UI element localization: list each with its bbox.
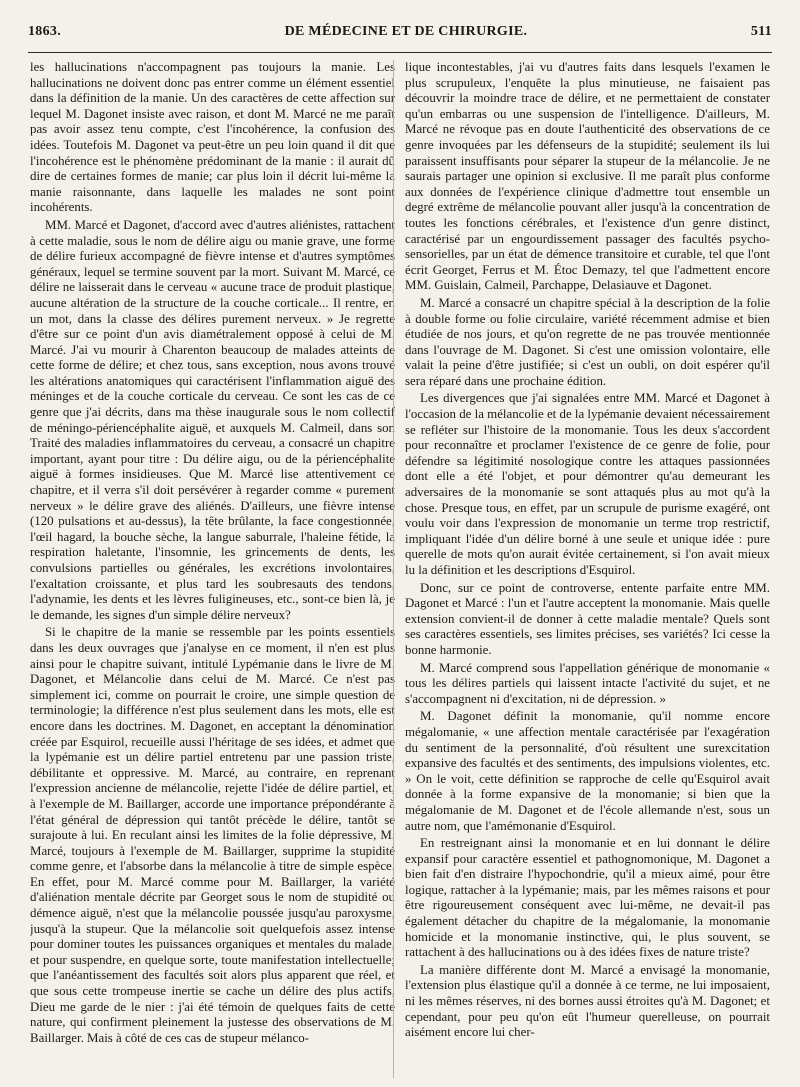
paragraph: lique incontestables, j'ai vu d'autres faits dans lesquels l'examen le plus scrupuleux, l'enquête la plus minutieuse, ne faisaient pas découvrir la moindre trace de délire, et ne permettaient de constater qu'un embarras ou une suspension de l'intelligence. D'ailleurs, M. Marcé ne révoque pas en doute l'authenticité des observations de ce genre invoquées par les défenseurs de la stupidité; seulement ils lui paraissent insuffisants pour séparer la stupeur de la mélancolie. Je ne saurais partager une opinion si exclusive. Il me paraît plus conforme aux données de l'expérience clinique d'admettre tout ensemble un degré extrême de mélancolie pouvant aller jusqu'à la concentration de toutes les fonctions cérébrales, et l'existence d'un genre distinct, caractérisé par un engourdissement passager des facultés psycho-sensorielles, par un état de démence transitoire et curable, tel que l'ont écrit Georget, Ferrus et M. Étoc Demazy, tel que l'admettent encore MM. Guislain, Calmeil, Parchappe, Delasiauve et Dagonet.: [405, 60, 770, 293]
paragraph: M. Dagonet définit la monomanie, qu'il nomme encore mégalomanie, « une affection mentale caractérisée par l'exagération du sentiment de la personnalité, d'où résultent une surexcitation expansive des facultés et des sentiments, des impulsions violentes, etc. » On le voit, cette définition se rapproche de celle qu'Esquirol avait donnée à la forme expansive de la monomanie; si bien que la mégalomanie de M. Dagonet et de l'école allemande n'est, sous un autre nom, que l'amémonanie d'Esquirol.: [405, 709, 770, 833]
running-header: [28, 24, 772, 46]
paragraph: Les divergences que j'ai signalées entre MM. Marcé et Dagonet à l'occasion de la mélancolie et de la lypémanie devaient nécessairement se refléter sur l'histoire de la monomanie. Tous les deux s'accordent pour reconnaître et proclamer l'existence de ce genre de folie, pour défendre sa légitimité nosologique contre les attaques passionnées dont elle a été l'objet, et pour démontrer qu'au demeurant les adversaires de la monomanie se sont attaqués plus au mot qu'à la chose. Presque tous, en effet, par un scrupule de purisme exagéré, ont voulu voir dans l'expression de monomanie un terme trop restrictif, impliquant l'idée d'un délire borné à une seule et unique idée : pure querelle de mots qu'on aurait évitée certainement, si l'on avait mieux lu la définition et les descriptions d'Esquirol.: [405, 391, 770, 577]
header-title: DE MÉDECINE ET DE CHIRURGIE.: [284, 24, 528, 39]
paragraph: M. Marcé comprend sous l'appellation générique de monomanie « tous les délires partiels qui laissent intacte l'activité du sujet, et ne s'accompagnent ni d'excitation, ni de dépression. »: [405, 660, 770, 706]
paragraph: les hallucinations n'accompagnent pas toujours la manie. Les hallucinations ne doivent donc pas entrer comme un élément essentiel dans la définition de la manie. Un des caractères de cette affection sur lequel M. Dagonet insiste avec raison, et dont M. Marcé ne me paraît pas avoir assez tenu compte, c'est l'incohérence, la confusion des idées. Toutefois M. Dagonet va peut-être un peu loin quand il dit que l'incohérence est le phénomène prédominant de la manie : il aurait dû dire de certaines formes de manie; car plus loin il décrit lui-même la manie raisonnante, dans laquelle les malades ne sont point incohérents.: [30, 60, 395, 215]
left-column: [30, 60, 395, 1078]
right-column: [405, 60, 770, 1078]
page-number: 511: [750, 24, 772, 39]
paragraph: M. Marcé a consacré un chapitre spécial à la description de la folie à double forme ou folie circulaire, variété récemment admise et bien étudiée de nos jours, et qu'on regrette de ne pas trouvée mentionnée dans l'ouvrage de M. Dagonet. Si c'est une omission volontaire, elle valait la peine d'être justifiée; si c'est un oubli, on doit espérer qu'il sera réparé dans une prochaine édition.: [405, 295, 770, 388]
paragraph: MM. Marcé et Dagonet, d'accord avec d'autres aliénistes, rattachent à cette maladie, sous le nom de délire aigu ou manie grave, une forme de délire furieux accompagné de fièvre intense et d'autres symptômes généraux, lequel se termine souvent par la mort. Suivant M. Marcé, ce délire ne laisserait dans le cerveau « aucune trace de produit plastique, aucune altération de la structure de la couche corticale... Il rentre, en un mot, dans la classe des délires purement nerveux. » Je regrette d'être sur ce point d'un avis diamétralement opposé à celui de M. Marcé. J'ai vu mourir à Charenton beaucoup de malades atteints de cette forme de délire; et chez tous, sans exception, nous avons trouvé les altérations anatomiques qui caractérisent l'inflammation aiguë des méninges et de la couche corticale du cerveau. Ce sont les cas de ce genre que j'ai décrits, dans ma thèse inaugurale sous le nom collectif de méningo-périencéphalite aiguë, et auxquels M. Calmeil, dans son Traité des maladies inflammatoires du cerveau, a consacré un chapitre important, ayant pour titre : Du délire aigu, ou de la périencéphalite aiguë à formes insidieuses. Que M. Marcé lise attentivement ce chapitre, et il verra s'il doit persévérer à regarder comme « purement nerveux » le délire grave des aliénés. D'ailleurs, une fièvre intense (120 pulsations et au-dessus), la tête brûlante, la face congestionnée, l'œil hagard, la bouche sèche, la langue saburrale, l'haleine fétide, la respiration haletante, l'insomnie, les grincements de dents, les convulsions partielles ou générales, les excrétions involontaires, l'exaltation croissante, et plus tard les soubresauts des tendons, l'adynamie, les dents et les lèvres fuligineuses, etc., sont-ce bien là, je le demande, les signes d'un simple délire nerveux?: [30, 217, 395, 622]
header-rule: [28, 52, 772, 53]
paragraph: En restreignant ainsi la monomanie et en lui donnant le délire expansif pour caractère essentiel et pathognomonique, M. Dagonet a bien fait d'en distraire l'hypochondrie, qu'il a mieux aimé, pour être logique, rattacher à la lypémanie; mais, par les mêmes raisons et pour être rigoureusement conséquent avec lui-même, ne devait-il pas également détacher du chapitre de la mégalomanie, la monomanie homicide et la monomanie instinctive, qui, le plus souvent, se rattachent à des hallucinations ou à des idées fixes de nature triste?: [405, 836, 770, 960]
paragraph: La manière différente dont M. Marcé a envisagé la monomanie, l'extension plus élastique qu'il a donnée à ce terme, ne lui imposaient, ni les mêmes réserves, ni des bornes aussi étroites qu'à M. Dagonet; et cependant, pour peu qu'on eût l'humeur querelleuse, on pourrait aisément encore lui cher-: [405, 962, 770, 1040]
header-year: 1863.: [28, 24, 61, 39]
column-divider: [393, 60, 394, 1078]
paragraph: Donc, sur ce point de controverse, entente parfaite entre MM. Dagonet et Marcé : l'un et l'autre acceptent la monomanie. Mais quelle extension convient-il de donner à cette maladie mentale? Quels sont ses caractères essentiels, ses limites précises, ses variétés? Ici cesse la bonne harmonie.: [405, 580, 770, 657]
paragraph: Si le chapitre de la manie se ressemble par les points essentiels dans les deux ouvrages que j'analyse en ce moment, il n'en est plus ainsi pour le chapitre suivant, intitulé Lypémanie dans le livre de M. Dagonet, et Mélancolie dans celui de M. Marcé. Ce n'est pas simplement ici, comme on pourrait le croire, une simple question de terminologie; la différence n'est plus seulement dans les mots, elle est encore dans les doctrines. M. Dagonet, en acceptant la dénomination créée par Esquirol, recueille aussi l'héritage de ses idées, et admet que la lypémanie est un délire partiel entretenu par une passion triste, débilitante et oppressive. M. Marcé, au contraire, en reprenant l'expression ancienne de mélancolie, rejette l'idée de délire partiel, et, à l'exemple de M. Baillarger, accorde une importance prépondérante à l'état général de dépression qui tantôt précède le délire, tantôt se surajoute à lui. En reculant ainsi les limites de la folie dépressive, M. Marcé, toujours à l'exemple de M. Baillarger, supprime la stupidité comme genre, et l'absorbe dans la mélancolie à titre de simple espèce. En effet, pour M. Marcé comme pour M. Baillarger, la variété d'aliénation mentale décrite par Georget sous le nom de stupidité ou démence aiguë, n'est que la mélancolie poussée jusqu'au paroxysme, jusqu'à la stupeur. Que la mélancolie soit quelquefois assez intense pour dominer toutes les puissances organiques et mentales du malade, et pour suspendre, en quelque sorte, toute manifestation intellectuelle; que l'anéantissement des facultés soit alors plus apparent que réel, et que sous cette trompeuse inertie se cache un délire des plus actifs, Dieu me garde de le nier : j'ai été témoin de quelques faits de cette nature, qui confirment pleinement la justesse des observations de M. Baillarger. Mais à côté de ces cas de stupeur mélanco-: [30, 625, 395, 1045]
